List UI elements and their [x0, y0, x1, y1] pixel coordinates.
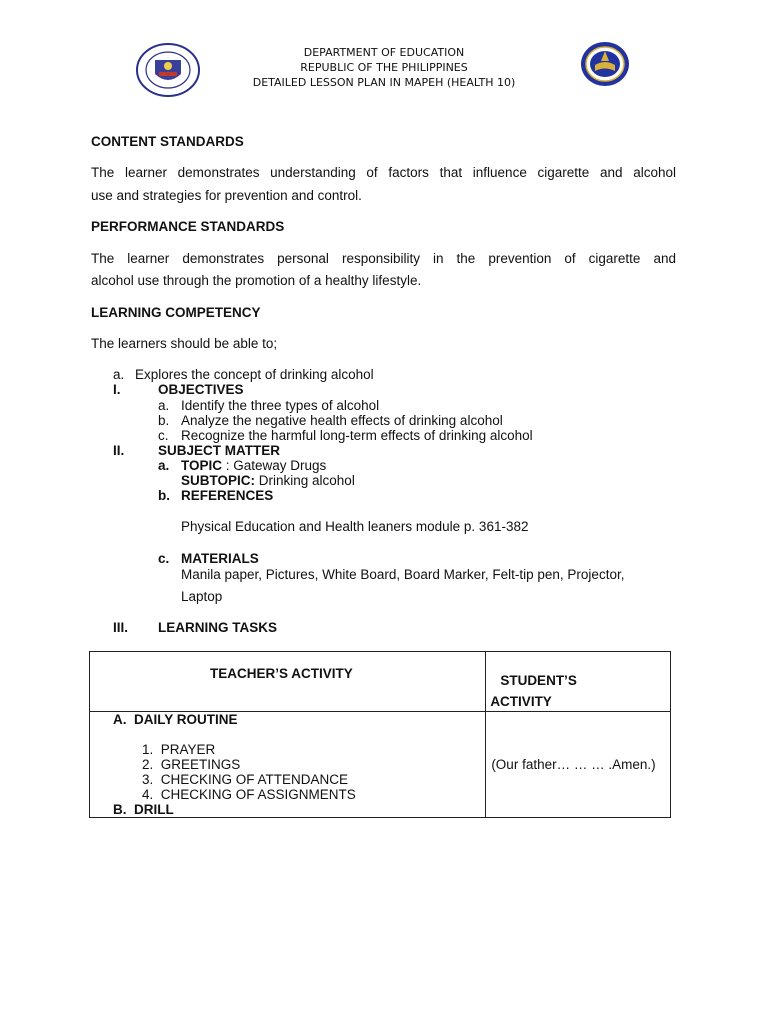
objectives-numeral: I.	[113, 382, 121, 397]
routine-list	[90, 727, 485, 802]
learning-competency-heading: LEARNING COMPETENCY	[91, 305, 261, 320]
subtopic-label: SUBTOPIC:	[181, 473, 256, 488]
student-response: (Our father… … … .Amen.)	[491, 757, 656, 772]
student-activity-header-cell	[486, 652, 671, 712]
student-activity-cell	[486, 712, 671, 818]
materials-line1: Manila paper, Pictures, White Board, Board Marker, Felt-tip pen, Projector,	[181, 567, 625, 582]
subject-matter-heading: SUBJECT MATTER	[158, 443, 281, 458]
materials-heading: MATERIALS	[181, 551, 259, 566]
competency-item: Explores the concept of drinking alcohol	[135, 367, 374, 382]
list-item	[90, 742, 485, 757]
subtopic-value: Drinking alcohol	[255, 473, 355, 488]
teacher-activity-header: TEACHER’S ACTIVITY	[210, 666, 353, 681]
list-item-text: PRAYER	[160, 742, 216, 757]
references-heading: REFERENCES	[181, 488, 274, 503]
performance-standards-heading: PERFORMANCE STANDARDS	[91, 219, 285, 234]
content-standards-heading: CONTENT STANDARDS	[91, 134, 244, 149]
daily-routine-heading: DAILY ROUTINE	[134, 712, 238, 727]
topic-value: : Gateway Drugs	[222, 458, 327, 473]
subject-matter-numeral: II.	[113, 443, 125, 458]
objective-item: Recognize the harmful long-term effects of drinking alcohol	[181, 428, 533, 443]
header-lesson-plan-title: DETAILED LESSON PLAN IN MAPEH (HEALTH 10)	[252, 76, 516, 89]
header-department: DEPARTMENT OF EDUCATION	[303, 46, 465, 59]
list-item	[90, 787, 485, 802]
materials-marker: c.	[158, 551, 170, 566]
list-item-marker: 4.	[142, 787, 154, 802]
list-item-marker: 3.	[142, 772, 154, 787]
subtopic-line	[181, 473, 355, 488]
objective-marker: a.	[158, 398, 170, 413]
student-activity-header-line1: STUDENT’S	[500, 673, 577, 688]
list-item-marker: 1.	[142, 742, 154, 757]
table-header-row	[90, 652, 671, 712]
objectives-heading: OBJECTIVES	[158, 382, 244, 397]
daily-routine-line	[90, 712, 485, 727]
teacher-activity-cell	[90, 712, 486, 818]
learning-competency-intro: The learners should be able to;	[91, 336, 278, 351]
list-item	[90, 772, 485, 787]
objective-marker: c.	[158, 428, 169, 443]
objective-item: Identify the three types of alcohol	[181, 398, 380, 413]
list-item-marker: 2.	[142, 757, 154, 772]
teacher-activity-header-cell	[90, 652, 486, 712]
section-b-marker: B.	[113, 802, 127, 817]
learning-tasks-table	[89, 651, 671, 818]
competency-item-marker: a.	[113, 367, 125, 382]
topic-marker: a.	[158, 458, 170, 473]
content-standards-line2: use and strategies for prevention and control.	[91, 188, 362, 203]
objective-item: Analyze the negative health effects of drinking alcohol	[181, 413, 503, 428]
learning-tasks-numeral: III.	[113, 620, 129, 635]
content-standards-line1: The learner demonstrates understanding of factors that influence cigarette and alcohol	[91, 165, 676, 180]
performance-standards-line2: alcohol use through the promotion of a healthy lifestyle.	[91, 273, 422, 288]
references-text: Physical Education and Health leaners module p. 361-382	[181, 519, 529, 534]
section-a-marker: A.	[113, 712, 127, 727]
materials-line2: Laptop	[181, 589, 223, 604]
header-republic: REPUBLIC OF THE PHILIPPINES	[300, 61, 468, 74]
table-row	[90, 712, 671, 818]
list-item-text: CHECKING OF ASSIGNMENTS	[160, 787, 356, 802]
performance-standards-line1: The learner demonstrates personal responsibility in the prevention of cigarette and	[91, 251, 676, 266]
learning-tasks-heading: LEARNING TASKS	[158, 620, 278, 635]
objective-marker: b.	[158, 413, 170, 428]
references-marker: b.	[158, 488, 170, 503]
drill-heading: DRILL	[134, 802, 174, 817]
topic-label: TOPIC	[181, 458, 223, 473]
drill-line	[90, 802, 485, 817]
topic-line	[181, 458, 326, 473]
list-item	[90, 757, 485, 772]
list-item-text: CHECKING OF ATTENDANCE	[160, 772, 349, 787]
list-item-text: GREETINGS	[160, 757, 241, 772]
student-activity-header-line2: ACTIVITY	[490, 694, 552, 709]
